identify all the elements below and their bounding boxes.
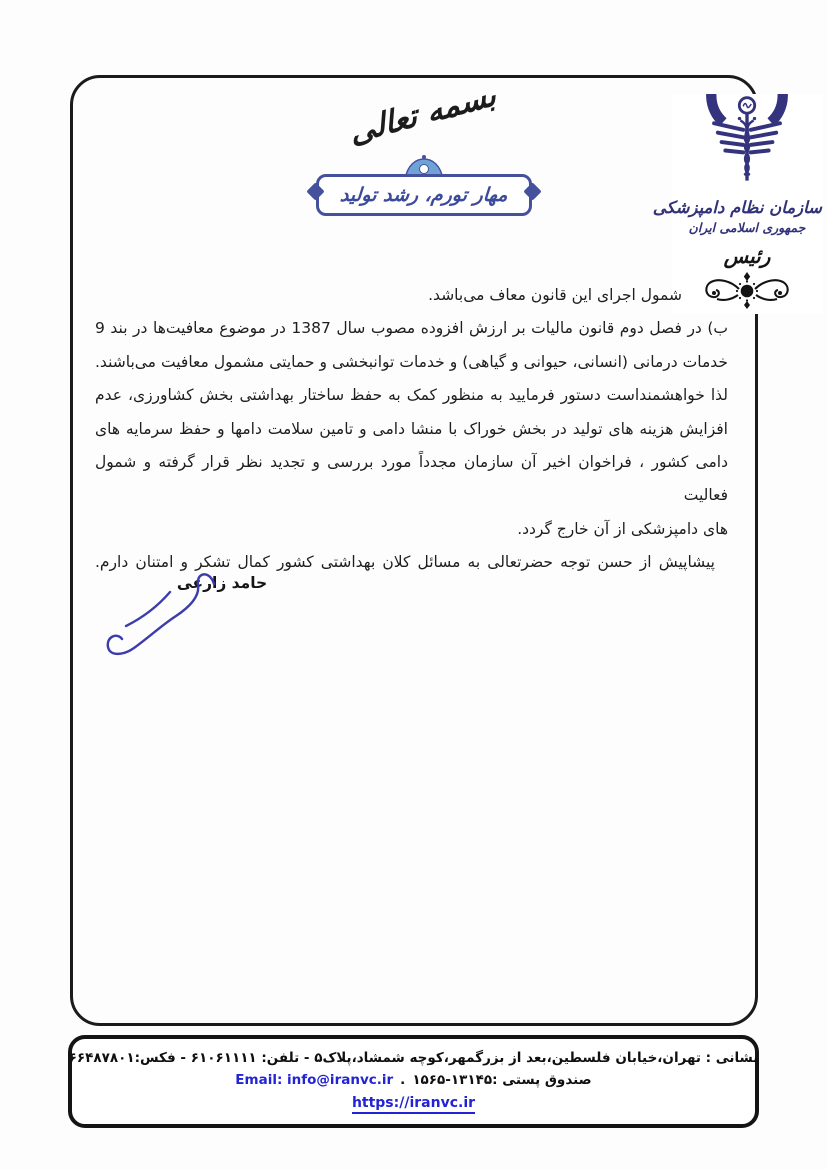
handwritten-signature [96, 564, 236, 664]
postal-email-line [235, 1072, 591, 1088]
veterinary-emblem-icon [700, 94, 794, 192]
body-line: پیشاپیش از حسن توجه حضرتعالی به مسائل کلان بهداشتی کشور کمال تشکر و امتنان دارم. [95, 553, 715, 572]
year-slogan-stamp [316, 154, 532, 220]
body-line: شمول اجرای این قانون معاف می‌باشد. [428, 286, 682, 304]
organization-subtitle: جمهوری اسلامی ایران [688, 220, 806, 235]
email-link[interactable]: Email: info@iranvc.ir [235, 1072, 394, 1088]
address-line: نشانی : تهران،خیابان فلسطین،بعد از بزرگمهر،کوچه شمشاد،پلاک۵ - تلفن: ۶۱۰۶۱۱۱۱ - فکس:۶۶۴۸۷۸۰۱ [68, 1049, 759, 1066]
footer-contact-box [68, 1035, 759, 1128]
body-line: افزایش هزینه های تولید در بخش خوراک با منشا دامی و تامین سلامت دامها و حفظ سرمایه های [95, 419, 728, 438]
postal-box: صندوق پستی :۱۳۱۴۵-۱۵۶۵ [412, 1072, 592, 1088]
separator-dot: . [400, 1072, 406, 1088]
body-line: خدمات درمانی (انسانی، حیوانی و گیاهی) و خدمات توانبخشی و حمایتی مشمول معافیت می‌باشند. [95, 352, 728, 371]
bismillah-calligraphy: بسمه تعالی [347, 76, 499, 152]
body-line: دامی کشور ، فراخوان اخیر آن سازمان مجدداً مورد بررسی و تجدید نظر قرار گرفته و شمول فعالیت [95, 453, 728, 505]
signer-role-title: رئیس [723, 244, 771, 268]
body-line: ب) در فصل دوم قانون مالیات بر ارزش افزوده مصوب سال 1387 در موضوع معافیت‌ها در بند 9 [95, 319, 728, 338]
letter-body [95, 279, 728, 580]
body-line: های دامپزشکی از آن خارج گردد. [517, 519, 728, 538]
slogan-text: مهار تورم، رشد تولید [339, 184, 509, 206]
organization-name: سازمان نظام دامپزشکی [652, 198, 822, 217]
body-line: لذا خواهشمنداست دستور فرمایید به منظور کمک به حفظ ساختار بهداشتی بخش کشاورزی، عدم [95, 386, 728, 405]
slogan-banner [316, 174, 532, 216]
website-link[interactable]: https://iranvc.ir [352, 1095, 475, 1114]
signer-name: حامد زارعی [176, 574, 268, 592]
